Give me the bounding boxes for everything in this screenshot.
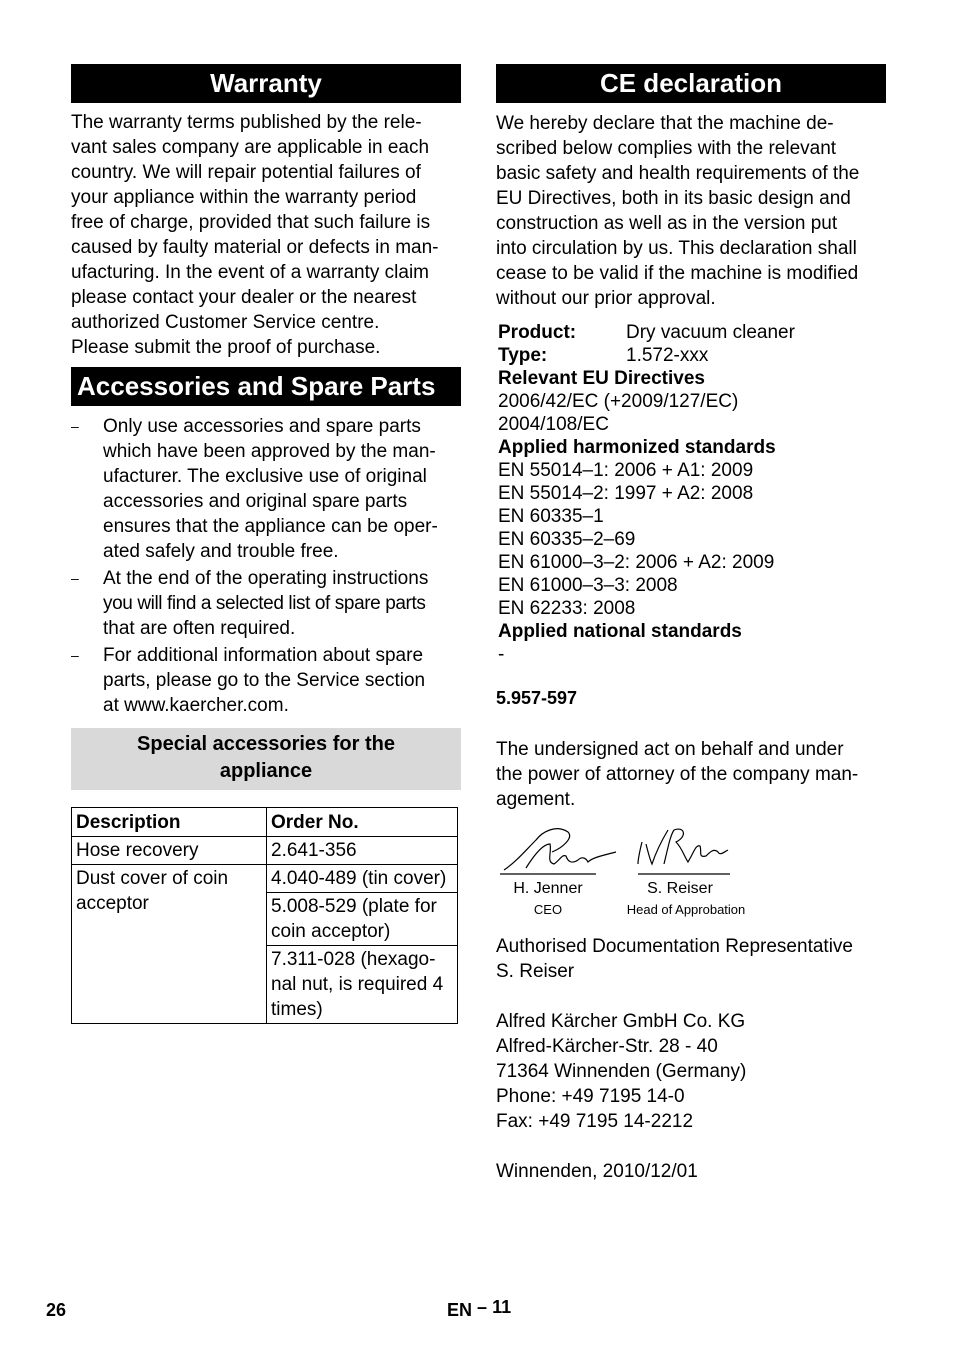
signer2-role: Head of Approbation: [626, 902, 746, 917]
footer-page-label: EN – 11: [447, 1297, 512, 1320]
warranty-heading: Warranty: [71, 64, 461, 103]
column-header-description: Description: [72, 808, 267, 837]
list-item: – At the end of the operating instructions you will find a selected list of spare parts that are often required.: [71, 568, 429, 639]
standard-item: EN 60335–1: [498, 506, 604, 527]
product-specification: [496, 321, 886, 666]
national-value: -: [498, 644, 505, 665]
national-label: Applied national standards: [498, 621, 742, 642]
undersigned-text: The undersigned act on behalf and under the power of attorney of the company man- agement.: [496, 739, 859, 810]
standard-item: EN 60335–2–69: [498, 529, 636, 550]
signatures: [496, 822, 886, 922]
type-row: [498, 344, 886, 367]
accessories-table: [71, 807, 458, 1024]
company-address: Alfred Kärcher GmbH Co. KG Alfred-Kärcher-Str. 28 - 40 71364 Winnenden (Germany) Phone: +49 7195 14-0 Fax: +49 7195 14-2212: [496, 1011, 747, 1132]
directive-item: 2004/108/EC: [498, 414, 609, 435]
signer1-role: CEO: [533, 902, 563, 917]
representative-text: Authorised Documentation Representative S. Reiser: [496, 936, 853, 982]
directives-label: Relevant EU Directives: [498, 368, 705, 389]
product-label: Product:: [498, 322, 577, 343]
standard-item: EN 61000–3–3: 2008: [498, 575, 678, 596]
table-cell: Hose recovery: [72, 837, 267, 865]
ce-declaration-heading: CE declaration: [496, 64, 886, 103]
special-accessories-heading: Special accessories for the appliance: [71, 728, 461, 790]
signer2-name: S. Reiser: [647, 880, 713, 897]
table-row: [72, 837, 458, 865]
table-cell: 5.008-529 (plate for coin acceptor): [267, 893, 458, 946]
table-cell: 2.641-356: [267, 837, 458, 865]
table-cell: Dust cover of coin acceptor: [72, 865, 267, 1024]
standard-item: EN 55014–1: 2006 + A1: 2009: [498, 460, 754, 481]
accessories-list: [71, 414, 461, 718]
directive-item: 2006/42/EC (+2009/127/EC): [498, 391, 739, 412]
part-number: 5.957-597: [496, 688, 578, 708]
standard-item: EN 61000–3–2: 2006 + A2: 2009: [498, 552, 775, 573]
warranty-text: The warranty terms published by the rele- vant sales company are applicable in each country. We will repair potential failures of your appliance within the warranty period free of charge, provided that such failure is caused by faulty material or defects in man- ufacturing. In the event of a warranty claim please contact your dealer or the nearest authorized Customer Service centre. Please submit the proof of purchase.: [71, 112, 439, 358]
table-cell: 4.040-489 (tin cover): [267, 865, 458, 893]
right-column: [496, 64, 886, 1184]
left-column: [71, 64, 461, 1024]
table-row: [72, 865, 458, 893]
signature-jenner: [504, 829, 616, 870]
ce-declaration-text: We hereby declare that the machine de- scribed below complies with the relevant basic safety and health requirements of the EU Directives, both in its basic design and construction as well as in the version put into circulation by us. This declaration shall cease to be valid if the machine is modified without our prior approval.: [496, 113, 860, 309]
type-value: 1.572-xxx: [626, 345, 709, 366]
harmonized-label: Applied harmonized standards: [498, 437, 776, 458]
standard-item: EN 62233: 2008: [498, 598, 636, 619]
table-cell: 7.311-028 (hexago- nal nut, is required 4 times): [267, 946, 458, 1024]
accessories-heading: Accessories and Spare Parts: [71, 367, 461, 406]
list-item: – For additional information about spare parts, please go to the Service section at www.kaercher.com.: [71, 645, 426, 716]
standard-item: EN 55014–2: 1997 + A2: 2008: [498, 483, 754, 504]
product-value: Dry vacuum cleaner: [626, 322, 795, 343]
type-label: Type:: [498, 345, 548, 366]
page-number: 26: [46, 1300, 67, 1320]
column-header-order-no: Order No.: [267, 808, 458, 837]
product-row: [498, 321, 886, 344]
table-header-row: [72, 808, 458, 837]
signature-reiser: [638, 829, 728, 864]
signer1-name: H. Jenner: [513, 880, 583, 897]
list-item: – Only use accessories and spare parts which have been approved by the man- ufacturer. The exclusive use of original accessories and original spare parts ensures that the appliance can be oper- ated safely and trouble free.: [71, 416, 438, 562]
place-date: Winnenden, 2010/12/01: [496, 1161, 698, 1182]
